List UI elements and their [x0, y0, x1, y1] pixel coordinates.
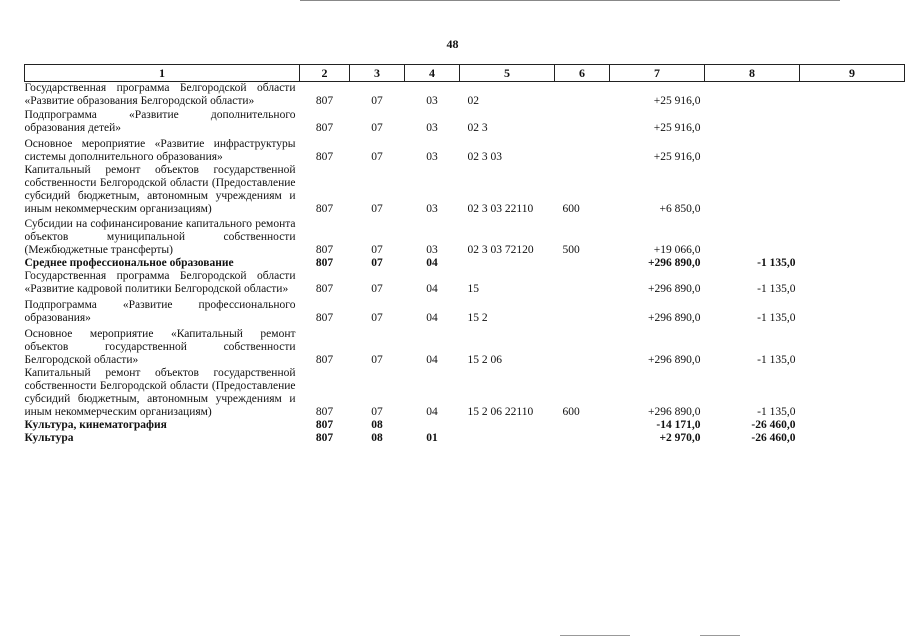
subsection-code: 03 — [426, 244, 438, 256]
amount-change-year1: +296 890,0 — [648, 312, 701, 324]
amount-change-year1: +296 890,0 — [647, 257, 701, 269]
table-row — [25, 296, 905, 325]
expense-type-code — [555, 135, 610, 164]
amount-change-year2: -26 460,0 — [751, 432, 796, 444]
subsection-code: 03 — [426, 203, 438, 215]
table-row — [25, 135, 905, 164]
column-header: 8 — [705, 65, 800, 82]
amount-change-year3 — [800, 216, 905, 257]
expense-type-code: 600 — [562, 406, 580, 418]
target-article-code: 02 3 03 22110 — [467, 203, 534, 215]
section-code: 07 — [371, 151, 383, 163]
budget-item-name: Основное мероприятие «Капитальный ремонт объектов государственной собственности Белгородской области» — [24, 328, 296, 366]
section-code: 08 — [371, 419, 383, 431]
table-row — [25, 325, 905, 367]
table-row — [25, 270, 905, 296]
section-code: 07 — [371, 257, 383, 269]
amount-change-year1: +25 916,0 — [653, 122, 701, 134]
budget-item-name: Основное мероприятие «Развитие инфраструктуры системы дополнительного образования» — [24, 138, 296, 163]
column-header: 4 — [405, 65, 460, 82]
table-row — [25, 257, 905, 270]
amount-change-year1: +25 916,0 — [653, 151, 701, 163]
amount-change-year2: -1 135,0 — [757, 283, 796, 295]
target-article-code: 02 3 03 — [467, 151, 502, 163]
section-code: 07 — [371, 122, 383, 134]
amount-change-year2 — [705, 82, 800, 109]
target-article-code — [460, 419, 555, 432]
budget-item-name: Подпрограмма «Развитие профессионального образования» — [24, 299, 296, 324]
amount-change-year3 — [800, 135, 905, 164]
section-code: 07 — [371, 312, 383, 324]
amount-change-year2 — [705, 216, 800, 257]
column-header: 2 — [300, 65, 350, 82]
ministry-code: 807 — [315, 354, 334, 366]
amount-change-year3 — [800, 270, 905, 296]
target-article-code: 15 — [467, 283, 479, 295]
page-number: 48 — [446, 37, 459, 51]
amount-change-year2 — [705, 164, 800, 216]
amount-change-year2: -1 135,0 — [757, 354, 796, 366]
amount-change-year3 — [800, 82, 905, 109]
budget-item-name: Подпрограмма «Развитие дополнительного образования детей» — [24, 109, 296, 134]
subsection-code: 03 — [426, 122, 438, 134]
ministry-code: 807 — [315, 283, 334, 295]
subsection-code: 03 — [426, 151, 438, 163]
expense-type-code: 600 — [562, 203, 580, 215]
amount-change-year1: +19 066,0 — [653, 244, 701, 256]
amount-change-year3 — [800, 419, 905, 432]
ministry-code: 807 — [315, 151, 334, 163]
expense-type-code — [555, 82, 610, 109]
table-row — [25, 164, 905, 216]
ministry-code: 807 — [315, 432, 334, 444]
table-row — [25, 82, 905, 109]
budget-item-name: Субсидии на софинансирование капитального ремонта объектов муниципальной собственности (Межбюджетные трансферты) — [24, 218, 296, 256]
amount-change-year3 — [800, 432, 905, 445]
target-article-code — [460, 257, 555, 270]
table-row — [25, 367, 905, 419]
expense-type-code: 500 — [562, 244, 580, 256]
subsection-code: 04 — [426, 312, 438, 324]
expense-type-code — [555, 108, 610, 135]
column-header: 3 — [350, 65, 405, 82]
section-code: 07 — [371, 95, 383, 107]
budget-item-name: Среднее профессиональное образование — [24, 257, 234, 269]
ministry-code: 807 — [315, 406, 334, 418]
budget-table — [24, 64, 905, 445]
scan-edge-line — [560, 635, 630, 636]
column-header: 9 — [800, 65, 905, 82]
scan-edge-line — [300, 0, 840, 1]
table-row — [25, 108, 905, 135]
target-article-code: 02 3 — [467, 122, 488, 134]
expense-type-code — [555, 296, 610, 325]
budget-item-name: Государственная программа Белгородской области «Развитие образования Белгородской области» — [24, 82, 296, 107]
budget-item-name: Культура, кинематография — [24, 419, 167, 431]
amount-change-year1: +25 916,0 — [653, 95, 701, 107]
column-header: 5 — [460, 65, 555, 82]
table-row — [25, 216, 905, 257]
subsection-code — [405, 419, 460, 432]
target-article-code — [460, 432, 555, 445]
subsection-code: 04 — [426, 354, 438, 366]
amount-change-year2: -26 460,0 — [751, 419, 796, 431]
section-code: 07 — [371, 283, 383, 295]
amount-change-year3 — [800, 296, 905, 325]
expense-type-code — [555, 325, 610, 367]
ministry-code: 807 — [315, 122, 334, 134]
amount-change-year3 — [800, 325, 905, 367]
budget-item-name: Государственная программа Белгородской области «Развитие кадровой политики Белгородской области» — [24, 270, 296, 295]
amount-change-year3 — [800, 164, 905, 216]
target-article-code: 02 3 03 72120 — [467, 244, 534, 256]
expense-type-code — [555, 432, 610, 445]
expense-type-code — [555, 257, 610, 270]
section-code: 08 — [371, 432, 383, 444]
subsection-code: 04 — [426, 406, 438, 418]
column-header: 6 — [555, 65, 610, 82]
table-row — [25, 419, 905, 432]
section-code: 07 — [371, 354, 383, 366]
section-code: 07 — [371, 244, 383, 256]
expense-type-code — [555, 419, 610, 432]
target-article-code: 02 — [467, 95, 479, 107]
target-article-code: 15 2 06 22110 — [467, 406, 534, 418]
ministry-code: 807 — [315, 257, 334, 269]
ministry-code: 807 — [315, 312, 334, 324]
scan-edge-line — [700, 635, 740, 636]
expense-type-code — [555, 270, 610, 296]
column-header-row — [25, 65, 905, 82]
column-header: 7 — [610, 65, 705, 82]
table-row — [25, 432, 905, 445]
amount-change-year3 — [800, 108, 905, 135]
section-code: 07 — [371, 203, 383, 215]
ministry-code: 807 — [315, 419, 334, 431]
column-header: 1 — [25, 65, 300, 82]
amount-change-year1: +296 890,0 — [648, 354, 701, 366]
subsection-code: 01 — [426, 432, 438, 444]
amount-change-year3 — [800, 367, 905, 419]
amount-change-year2 — [705, 135, 800, 164]
amount-change-year1: -14 171,0 — [656, 419, 701, 431]
ministry-code: 807 — [315, 95, 334, 107]
subsection-code: 04 — [426, 283, 438, 295]
amount-change-year1: +296 890,0 — [648, 406, 701, 418]
ministry-code: 807 — [315, 203, 334, 215]
amount-change-year2: -1 135,0 — [757, 312, 796, 324]
budget-item-name: Капитальный ремонт объектов государственной собственности Белгородской области (Предоставление субсидий бюджетным, автономным учреждениям и иным некоммерческим организациям) — [24, 367, 296, 418]
amount-change-year2 — [705, 108, 800, 135]
ministry-code: 807 — [315, 244, 334, 256]
amount-change-year2: -1 135,0 — [757, 257, 796, 269]
amount-change-year2: -1 135,0 — [757, 406, 796, 418]
amount-change-year1: +6 850,0 — [659, 203, 701, 215]
target-article-code: 15 2 — [467, 312, 488, 324]
amount-change-year1: +2 970,0 — [659, 432, 701, 444]
budget-item-name: Капитальный ремонт объектов государственной собственности Белгородской области (Предоставление субсидий бюджетным, автономным учреждениям и иным некоммерческим организациям) — [24, 164, 296, 215]
target-article-code: 15 2 06 — [467, 354, 502, 366]
amount-change-year3 — [800, 257, 905, 270]
subsection-code: 03 — [426, 95, 438, 107]
amount-change-year1: +296 890,0 — [648, 283, 701, 295]
section-code: 07 — [371, 406, 383, 418]
subsection-code: 04 — [426, 257, 438, 269]
budget-item-name: Культура — [24, 432, 74, 444]
